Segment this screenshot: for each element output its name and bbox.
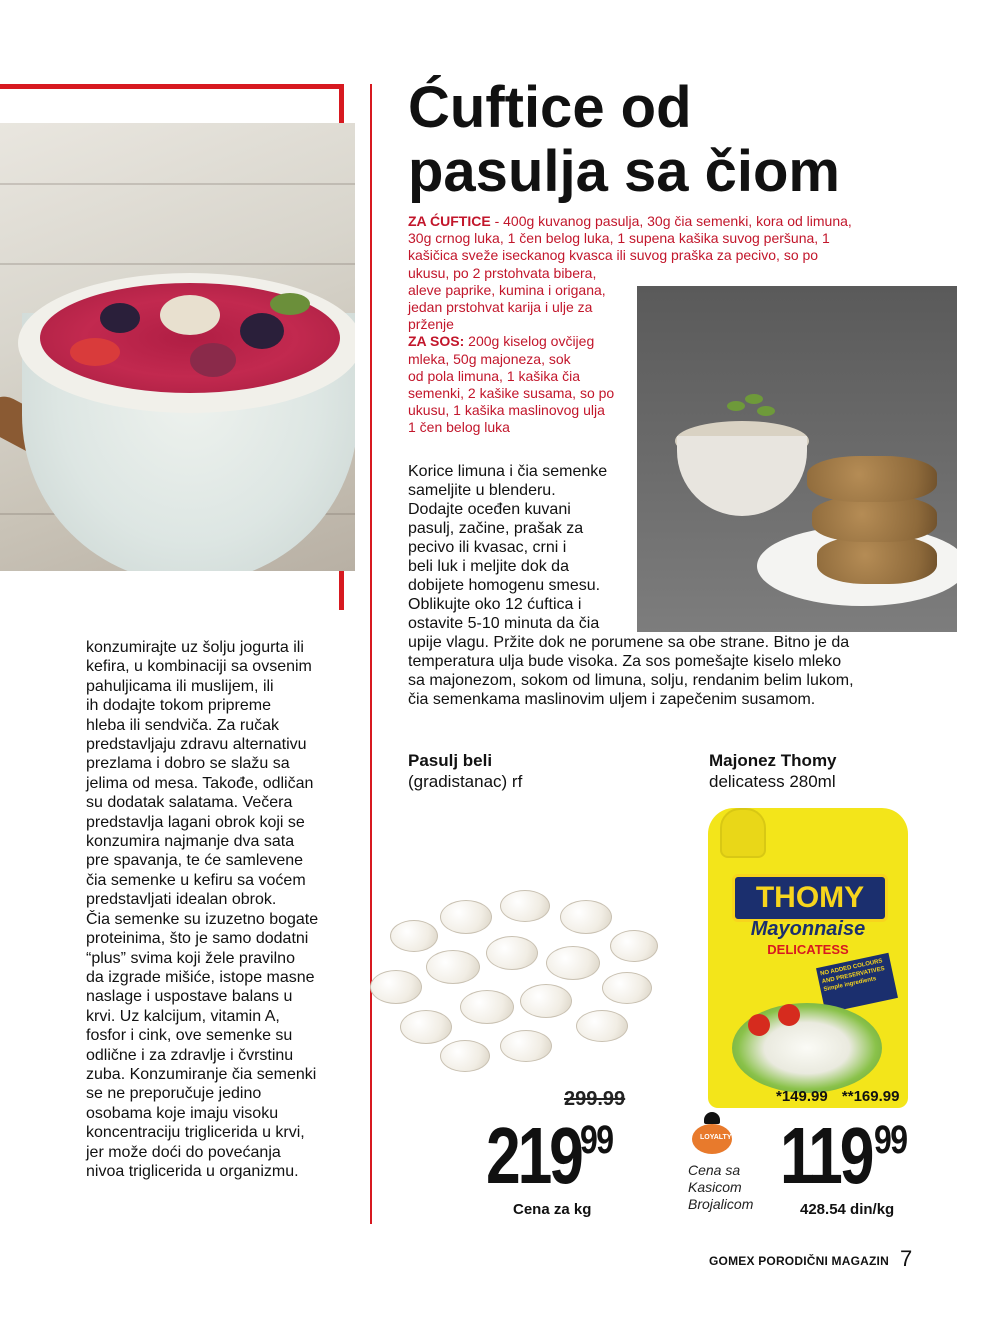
thomy-price-int: 119 (780, 1111, 872, 1200)
beans-unit-note: Cena za kg (513, 1201, 592, 1218)
thomy-price-dec: 99 (874, 1118, 907, 1162)
white-beans-photo (350, 860, 690, 1090)
thomy-name: Majonez Thomy (709, 751, 837, 770)
red-frame-top (0, 84, 344, 89)
piggy-bank-hat (704, 1112, 720, 1124)
beans-name: Pasulj beli (408, 751, 493, 770)
no-preservatives-badge: NO ADDED COLOURS AND PRESERVATIVES Simple ingredients (816, 953, 898, 1013)
pouch-cap (720, 808, 766, 858)
loyalty-note: Cena sa Kasicom Brojalicom (688, 1162, 754, 1212)
beans-price (486, 1111, 636, 1200)
chia-article-text: konzumirajte uz šolju jogurta ili kefira, u kombinaciji sa ovsenim pahuljicama ili muslijem, ili ih dodajte tokom pripreme hleba ili sendviča. Za ručak predstavljaju zdravu alternativu prezlama i dobro se slažu sa jelima od mesa. Takođe, odličan su dodatak salatama. Večera predstavlja lagani obrok koji se konzumira najmanje dva sata pre spavanja, te će samlevene čia semenke u kefiru sa voćem predstavljati idealan obrok. Čia semenke su izuzetno bogate proteinima, što je samo dodatni “plus” svima koji žele pravilno da izgrade mišiće, istope masne naslage i uspostave balans u krvi. Uz kalcijum, vitamin A, fosfor i cink, ove semenke su odlične i za zdravlje i čvrstinu zuba. Konzumiranje čia semenki se ne preporučuje jedino osobama koje imaju visoku koncentraciju triglicerida u krvi, jer može doći do povećanja nivoa triglicerida u organizmu. (86, 639, 319, 1180)
beans-product-title (408, 750, 522, 792)
page-number: 7 (900, 1246, 913, 1271)
recipe-ingredients: ZA ĆUFTICE - 400g kuvanog pasulja, 30g čia semenki, kora od limuna, 30g crnog luka, 1 čen belog luka, 1 supena kašika suvog peršuna, 1 kašičica sveže iseckanog kvasca ili suvog praška za pecivo, so po ukusu, po 2 prstohvata bibera, aleve paprike, kumina i origana, jedan prstohvat karija i ulje za prženje ZA SOS: 200g kiselog ovčijeg mleka, 50g majoneza, sok od pola limuna, 1 kašika čia semenki, 2 kašike susama, so po ukusu, 1 kašika maslinovog ulja 1 čen belog luka (408, 213, 852, 436)
beans-price-int: 219 (486, 1111, 581, 1200)
beans-old-price: 299.99 (564, 1088, 626, 1110)
title-line-2: pasulja sa čiom (408, 139, 840, 204)
thomy-logo: THOMY (732, 874, 888, 922)
magazine-name: GOMEX PORODIČNI MAGAZIN (709, 1254, 889, 1268)
loyalty-tag: LOYALTY (700, 1134, 732, 1141)
thomy-variant: delicatess 280ml (709, 772, 836, 791)
title-line-1: Ćuftice od (408, 75, 692, 140)
thomy-reference-prices: *149.99 **169.99 (776, 1088, 900, 1105)
page-title (408, 76, 968, 204)
cuftice-label: ZA ĆUFTICE (408, 213, 491, 229)
thomy-price (780, 1111, 930, 1200)
thomy-product-title (709, 750, 837, 792)
beans-price-dec: 99 (580, 1118, 613, 1162)
smoothie-topping (40, 283, 340, 393)
smoothie-bowl-photo (0, 123, 355, 571)
sos-label: ZA SOS: (408, 333, 465, 350)
recipe-instructions: Korice limuna i čia semenke sameljite u blenderu. Dodajte oceđen kuvani pasulj, začine, prašak za pecivo ili kvasac, crni i beli luk i meljite dok da dobijete homogenu smesu. Oblikujte oko 12 ćuftica i ostavite 5-10 minuta da čia upije vlagu. Pržite dok ne porumene sa obe strane. Bitno je da temperatura ulja bude visoka. Za sos pomešajte kiselo mleko sa majonezom, sokom od limuna, solju, rendanim belim lukom, čia semenkama maslinovim uljem i zapečenim susamom. (408, 463, 854, 708)
thomy-unit-note: 428.54 din/kg (800, 1201, 895, 1218)
beans-variant: (gradistanac) rf (408, 772, 523, 791)
thomy-mayonnaise-pouch: THOMY Mayonnaise DELICATESS NO ADDED COLOURS AND PRESERVATIVES Simple ingredients (708, 808, 908, 1108)
